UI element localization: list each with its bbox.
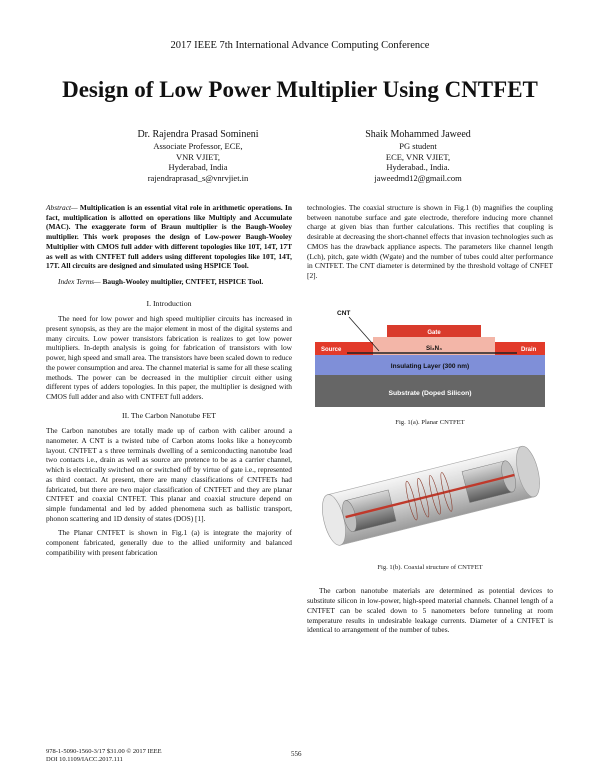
substrate-label: Substrate (Doped Silicon): [388, 389, 472, 397]
abstract: [46, 203, 292, 271]
paper-title: Design of Low Power Multiplier Using CNTFET: [62, 77, 538, 102]
author-2-line: PG student: [399, 141, 437, 151]
right-column: [307, 203, 553, 638]
paragraph: The Planar CNTFET is shown in Fig.1 (a) is integrate the majority of component fabricated, generally due to the allied uniformity and balanced compatibility with present fabrication: [46, 528, 292, 557]
author-2-line: ECE, VNR VJIET,: [385, 151, 451, 162]
footer-doi: DOI 10.1109/IACC.2017.111: [46, 756, 123, 763]
author-2-name: Shaik Mohammed Jaweed: [365, 129, 471, 140]
figure-1b-caption: Fig. 1(b). Coaxial structure of CNTFET: [377, 563, 483, 571]
section-heading: II. The Carbon Nanotube FET: [121, 410, 217, 420]
abstract-text: Multiplication is an essential vital role in arithmetic operations. In fact, multiplication is allotted on operations like Multiply and Accumulate (MAC). The exaggerate form of Braun multiplier is the Baugh-Wooley multiplier. This work proposes the design of Low-power Baugh-Wooley Multiplier with CMOS full adder with different topologies like 10T, 14T, 17T as well as with CNTFET full adders using different topologies like 10T, 14T, 17T. All circuits are designed and simulated using HSPICE Tool.: [46, 203, 292, 271]
page-number: 556: [291, 750, 302, 758]
author-2: [318, 128, 518, 183]
author-1-line: VNR VJIET,: [175, 151, 221, 162]
conference-header: 2017 IEEE 7th International Advance Computing Conference: [170, 40, 430, 51]
paragraph: The need for low power and high speed multiplier circuits has increased in present synopsis, as they are the major element in most of the digital systems and many circuits. Low power transistors fabrication is realizes to get low power multipliers. In-depth analysis is going for fabrication of transistors with low power, high speed and small area. The transistors have been scaled down to reduce the power consumption and area. The channel material is same for all these scaling methods. The power can be decreased in the multiplier circuit either using different types of adders topologies. In this paper, the multiplier is designed with CMOS full adder and also with CNTFET full adders.: [46, 314, 292, 401]
planar-cntfet-diagram: [307, 287, 553, 412]
figure-1a-caption: Fig. 1(a). Planar CNTFET: [395, 419, 465, 427]
footer: [46, 748, 162, 764]
drain-label: Drain: [521, 346, 537, 353]
source-label: Source: [321, 346, 342, 353]
figure-1b: [307, 436, 553, 572]
paragraph: The Carbon nanotubes are totally made up of carbon with caliber around a nanometer. A CNT is a twisted tube of Carbon atoms looks like a honeycomb layout. CNTFET a s three terminals dwelling of a semiconducting nanotube lead two contacts i.e., drain as well as source are pretence to be as a carrier channel, which is electrically switched on or switched off by virtue of gate i.e., represented as third contact. At present, there are many classifications of CNTFETs had fabricated, but there are two major classification of CNTFET and they are planar CNTFET and coaxial CNTFET. This planar and coaxial structure depend on simple fundamental and led by added phenomena such as ballistic transport, phonon scattering and 1D density of states (DOS) [1].: [46, 426, 292, 523]
insulating-label: Insulating Layer (300 nm): [390, 362, 470, 370]
cnt-label: CNT: [337, 309, 351, 317]
paragraph: The carbon nanotube materials are determined as potential devices to substitute silicon in low-power, high-speed material channels. Channel length of a CNTFET can be scaled down to 5 nanometers before tunneling at room temperature results in undesirable leakage currents. Diameter of a CNTFET is identical to arrangement of the number of tubes.: [307, 586, 553, 635]
author-1-name: Dr. Rajendra Prasad Somineni: [137, 129, 259, 140]
footer-isbn: 978-1-5090-1560-3/17 $31.00 © 2017 IEEE: [46, 748, 162, 755]
index-terms-label: Index Terms—: [58, 276, 101, 286]
section-heading: I. Introduction: [146, 298, 192, 308]
author-1: [98, 128, 298, 183]
figure-1a: [307, 287, 553, 428]
paragraph: technologies. The coaxial structure is shown in Fig.1 (b) magnifies the coupling between nanotube surface and gate electrode, therefore inducing more channel charge at given bias than further calculations. This rectifies that coupling is desirable at decreasing the short-channel effects that invasion technologies such as CMOS has the drawback appliance aspects. The parameters like channel length (Lch), pitch, gate width (Wgate) and the number of tubes could alter performance in CNTFET. The CNT diameter is determined by the threshold voltage of CNFET [2].: [307, 203, 553, 280]
left-column: [46, 203, 292, 561]
gate-label: Gate: [427, 329, 441, 336]
author-1-line: Associate Professor, ECE,: [153, 141, 243, 151]
author-2-email: jaweedmd12@gmail.com: [374, 172, 462, 183]
coaxial-cntfet-diagram: [307, 436, 553, 556]
si3n4-label: Si₃N₄: [425, 344, 443, 352]
author-1-line: Hyderabad, India: [168, 162, 228, 173]
index-terms-text: Baugh-Wooley multiplier, CNTFET, HSPICE Tool.: [100, 276, 264, 286]
index-terms: [46, 277, 292, 287]
abstract-label: Abstract—: [46, 203, 78, 212]
author-1-email: rajendraprasad_s@vnrvjiet.in: [147, 172, 249, 183]
author-2-line: Hyderabad., India.: [386, 162, 450, 173]
